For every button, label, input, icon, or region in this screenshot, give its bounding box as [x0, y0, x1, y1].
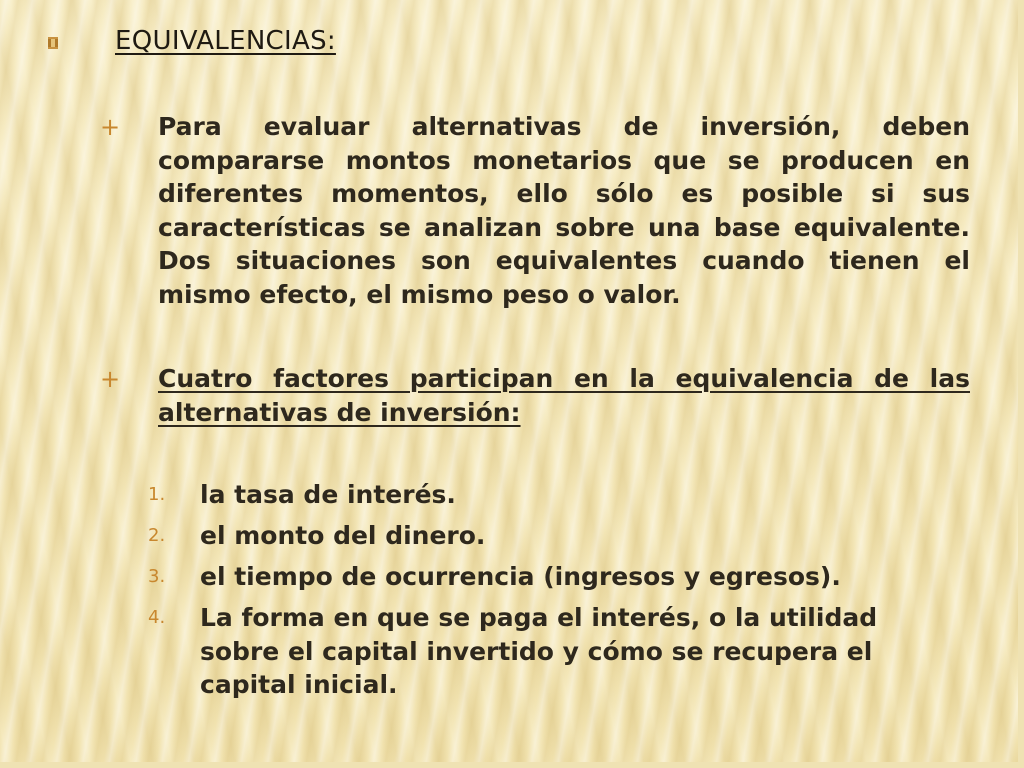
list-item-text: La forma en que se paga el interés, o la utilidad sobre el capital invertido y cómo se recupera el capital inicial.: [200, 603, 878, 700]
list-number: 2.: [148, 525, 166, 546]
factors-list: [148, 478, 948, 709]
bullet-text: Para evaluar alternativas de inversión, deben compararse montos monetarios que se producen en diferentes momentos, ello sólo es posible si sus características se analizan sobre una base equivalente. Dos situaciones son equivalentes cuando tienen el mismo efecto, el mismo peso o valor.: [158, 112, 970, 309]
plus-icon: +: [100, 365, 121, 393]
list-item: [148, 560, 948, 594]
list-item-text: el tiempo de ocurrencia (ingresos y egresos).: [200, 562, 841, 591]
plus-icon: +: [100, 113, 121, 141]
list-number: 3.: [148, 566, 166, 587]
bullet-text: Cuatro factores participan en la equivalencia de las alternativas de inversión:: [158, 364, 970, 427]
list-item: [148, 478, 948, 512]
bullet-item-definition: [100, 110, 970, 312]
list-number: 4.: [148, 607, 166, 628]
list-item-text: el monto del dinero.: [200, 521, 486, 550]
title-row: [48, 26, 336, 56]
list-item: [148, 601, 948, 702]
list-item: [148, 519, 948, 553]
list-number: 1.: [148, 484, 166, 505]
list-item-text: la tasa de interés.: [200, 480, 456, 509]
square-bullet-icon: [48, 37, 58, 49]
bullet-item-factors: [100, 362, 970, 429]
slide-title: EQUIVALENCIAS:: [115, 26, 336, 56]
